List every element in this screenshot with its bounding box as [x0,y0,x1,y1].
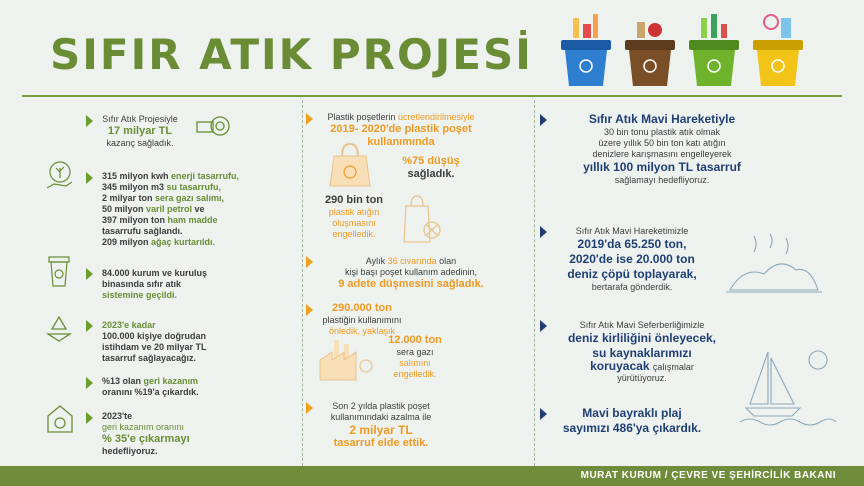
text-line: Sıfır Atık Projesiyle [102,114,178,124]
factory-icon [318,336,376,382]
text-line: kişi başı poşet kullanım adedinin, [344,267,478,277]
bullet-arrow [86,268,93,280]
highlight-value: 290.000 ton [332,302,392,314]
value-text: %13 olan [102,376,144,386]
bullet-arrow [540,408,547,420]
middle-block-prevented-waste [318,194,390,240]
blue-bin [561,14,611,86]
highlight-value: tasarruf elde ettik. [333,437,429,449]
value-text: 2 milyar ton [102,193,156,203]
block-heading: Sıfır Atık Mavi Hareketiyle [588,112,736,126]
column-divider [302,100,303,466]
right-block-sea-litter [552,226,712,293]
text-line: denizlere karışmasını engelleyerek [592,149,732,159]
highlight-text: 36 civarında [387,256,437,266]
money-coin-icon [196,112,230,140]
highlight-value: 2019'da 65.250 ton, [577,237,687,251]
highlight-value: 290 bin ton [324,194,384,206]
bullet-arrow [86,412,93,424]
right-block-blue-movement [552,112,772,186]
middle-block-bag-savings [316,401,446,450]
label-text: geri kazanım [143,376,199,386]
text-line: 2023'te [102,411,133,421]
text-line: bertarafa gönderdik. [591,282,673,292]
text-line: Son 2 yılda plastik poşet [332,401,430,411]
bullet-arrow [86,377,93,389]
highlight-value: Mavi bayraklı plaj [582,406,682,420]
trash-bin-icon [48,256,70,288]
left-block-institutions [102,268,252,301]
right-block-mobilization [552,320,732,384]
left-block-target [102,411,252,457]
right-block-blue-flag [552,406,712,436]
text-line: plastiğin kullanımını [322,315,402,325]
left-block-employment [102,320,252,364]
highlight-value: 2019- 2020'de plastik poşet [330,123,472,135]
recycle-house-icon [46,404,74,434]
green-bin [689,14,739,86]
text-line: 100.000 kişiye doğrudan [102,331,207,341]
text-line: olan [436,256,457,266]
text-line: kullanımındaki azalma ile [330,412,432,422]
text-line: üzere yıllık 50 bin ton katı atığın [598,138,726,148]
text-line: plastik atığın [328,207,380,217]
text-line: kazanç sağladık. [106,138,174,148]
text-line: Sıfır Atık Mavi Seferberliğimizle [579,320,705,330]
text-line: önledik, yaklaşık [328,326,396,336]
value-text: 345 milyon m3 [102,182,167,192]
text-line: Plastik poşetlerin [327,112,398,122]
text-line: sağlamayı hedefliyoruz. [614,175,710,185]
recycle-icon [44,314,74,342]
value-text: 209 milyon [102,237,152,247]
garbage-pile-icon [724,232,824,294]
page-title: SIFIR ATIK PROJESİ [50,30,533,79]
text-line: çalışmalar [652,362,694,372]
highlight-value: %75 düşüş [402,155,460,167]
label-text: varil petrol [146,204,195,214]
middle-block-plastic-prevented [316,302,408,337]
yellow-bin [753,15,803,86]
text-line: engelledik. [393,369,437,379]
highlight-value: deniz çöpü toplayarak, [567,267,697,281]
text-line: hedefliyoruz. [102,446,158,456]
bullet-arrow [306,256,313,268]
text-line: binasında sıfır atık [102,279,182,289]
middle-block-per-capita [316,256,506,291]
highlight-value: 12.000 ton [388,334,442,346]
highlight-value: % 35'e çıkarmayı [102,433,190,445]
label-text: ham madde [167,215,218,225]
value-text: 397 milyon ton [102,215,168,225]
highlight-value: deniz kirliliğini önleyecek, [567,331,717,345]
text-line: oranını %19'a çıkardık. [102,387,199,397]
text-line: Sıfır Atık Mavi Hareketimizle [575,226,689,236]
text-line: tasarrufu sağlandı. [102,226,183,236]
highlight-value: su kaynaklarımızı [592,346,692,360]
column-divider [534,100,535,466]
bullet-arrow [306,402,313,414]
text-line: geri kazanım oranını [102,422,185,432]
bullet-arrow [86,320,93,332]
text-line: salımını [399,358,431,368]
left-block-savings [102,171,262,248]
highlight-value: yıllık 100 milyon TL tasarruf [583,160,741,174]
value-text: ve [194,204,205,214]
footer-bar [0,466,864,486]
text-line: 84.000 kurum ve kuruluş [102,268,208,278]
highlight-value: koruyacak [590,359,653,373]
bullet-arrow [540,226,547,238]
sailboat-sea-icon [738,342,838,432]
left-block-earnings [88,114,192,149]
plastic-bag-icon [326,140,374,188]
hand-plant-icon [44,160,76,192]
text-line: sera gazı [396,347,434,357]
text-line: sistemine geçildi. [102,290,178,300]
left-block-recovery [102,376,252,398]
highlight-value: 17 milyar TL [107,125,173,137]
text-line: engelledik. [332,229,376,239]
value-text: 315 milyon kwh [102,171,172,181]
highlight-value: 2020'de ise 20.000 ton [569,252,695,266]
text-line: oluşmasını [332,218,376,228]
bullet-arrow [540,320,547,332]
title-divider [22,95,842,97]
highlight-value: kullanımında [367,136,435,148]
highlight-value: sayımızı 486'ya çıkardık. [562,421,702,435]
text-line: 2023'e kadar [102,320,156,330]
middle-block-reduction [376,155,486,181]
label-text: sera gazı salımı, [155,193,225,203]
label-text: su tasarrufu, [166,182,222,192]
text-line: istihdam ve 20 milyar TL [102,342,207,352]
text-line: sağladık. [407,168,455,180]
text-line: Aylık [365,256,388,266]
text-line: 30 bin tonu plastik atık olmak [603,127,721,137]
text-line: tasarruf sağlayacağız. [102,353,197,363]
recycling-bins-illustration [555,4,845,90]
middle-block-greenhouse [380,334,450,380]
highlight-value: 9 adete düşmesini sağladık. [338,278,484,290]
bullet-arrow [540,114,547,126]
label-text: ağaç kurtarıldı. [151,237,216,247]
bullet-arrow [86,172,93,184]
bullet-arrow [306,113,313,125]
text-line: yürütüyoruz. [617,373,667,383]
brown-bin [625,22,675,86]
footer-credit: MURAT KURUM / ÇEVRE VE ŞEHİRCİLİK BAKANI [580,470,836,481]
highlight-text: ücretlendirilmesiyle [398,112,475,122]
banned-bag-icon [398,192,446,246]
highlight-value: 2 milyar TL [349,423,413,437]
value-text: 50 milyon [102,204,147,214]
label-text: enerji tasarrufu, [171,171,240,181]
bullet-arrow [306,304,313,316]
